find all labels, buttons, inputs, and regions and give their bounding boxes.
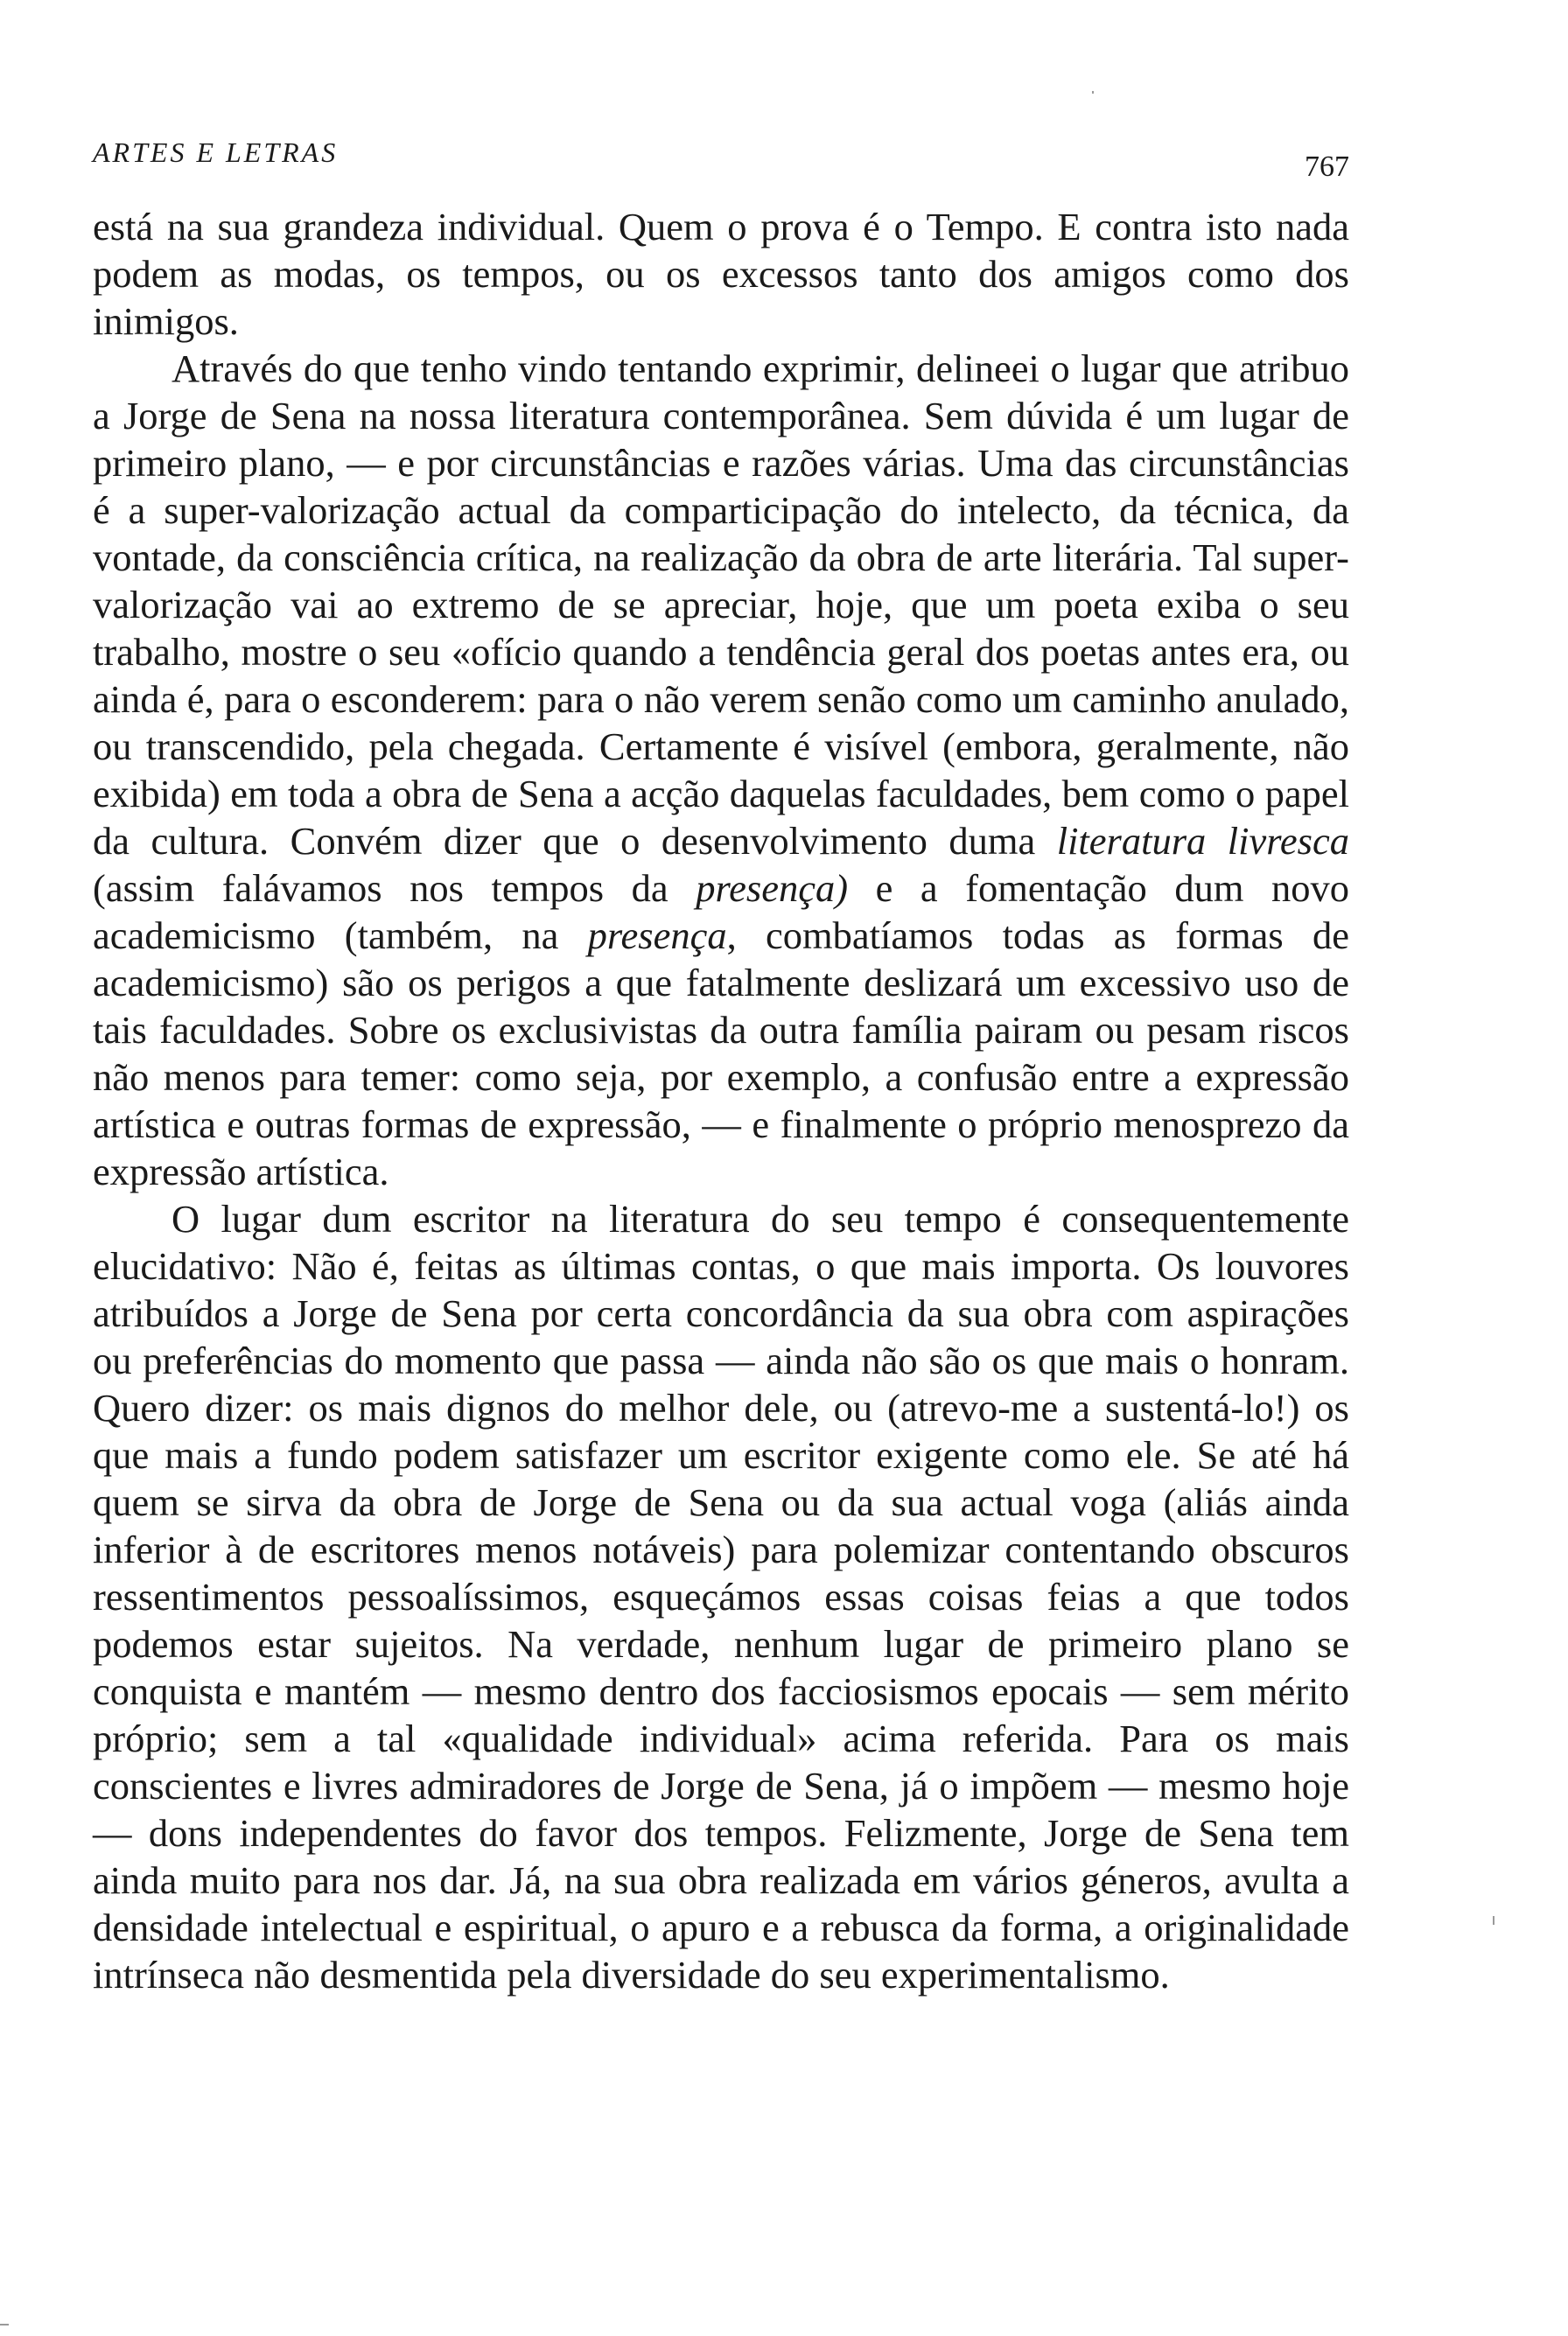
text-run: Através do que tenho vindo tentando exprimir, delineei o lugar que atribuo a Jorge de Sena na nossa literatura contemporânea. Sem dúvida é um lugar de primeiro plano, — e por circunstâncias e razões várias. Uma das circunstâncias é a super-valorização actual da comparticipação do intelecto, da técnica, da vontade, da consciência crítica, na realização da obra de arte literária. Tal super-valorização vai ao extremo de se apreciar, hoje, que um poeta exiba o seu trabalho, mostre o seu «ofício quando a tendência geral dos poetas antes era, ou ainda é, para o esconderem: para o não verem senão como um caminho anulado, ou transcendido, pela chegada. Certamente é visível (embora, geralmente, não exibida) em toda a obra de Sena a acção daquelas faculdades, bem como o papel da cultura. Convém dizer que o desenvolvimento duma xyxy=(93,346,1349,863)
body-text xyxy=(93,203,1349,1998)
page-number: 767 xyxy=(1305,150,1349,183)
running-head: ARTES E LETRAS xyxy=(93,136,339,168)
text-run: , combatíamos todas as formas de academicismo) são os perigos a que fatalmente deslizará um excessivo uso de tais faculdades. Sobre os exclusivistas da outra família pairam ou pesam riscos não menos para temer: como seja, por exemplo, a confusão entre a expressão artística e outras formas de expressão, — e finalmente o próprio menosprezo da expressão artística. xyxy=(93,913,1349,1193)
scan-speck xyxy=(1092,91,1094,94)
page-header xyxy=(93,131,1349,184)
text-run: (assim falávamos nos tempos da xyxy=(93,866,696,910)
paragraph xyxy=(93,203,1349,345)
text-run: O lugar dum escritor na literatura do seu tempo é consequentemente elucidativo: Não é, feitas as últimas contas, o que mais importa. Os louvores atribuídos a Jorge de Sena por certa concordância da sua obra com aspirações ou preferências do momento que passa — ainda não são os que mais o honram. Quero dizer: os mais dignos do melhor dele, ou (atrevo-me a sustentá-lo!) os que mais a fundo podem satisfazer um escritor exigente como ele. Se até há quem se sirva da obra de Jorge de Sena ou da sua actual voga (aliás ainda inferior à de escritores menos notáveis) para polemizar contentando obscuros ressentimentos pessoalíssimos, esqueçámos essas coisas feias a que todos podemos estar sujeitos. Na verdade, nenhum lugar de primeiro plano se conquista e mantém — mesmo dentro dos facciosismos epocais — sem mérito próprio; sem a tal «qualidade individual» acima referida. Para os mais conscientes e livres admiradores de Jorge de Sena, já o impõem — mesmo hoje — dons independentes do favor dos tempos. Felizmente, Jorge de Sena tem ainda muito para nos dar. Já, na sua obra realizada em vários géneros, avulta a densidade intelectual e espiritual, o apuro e a rebusca da forma, a originalidade intrínseca não desmentida pela diversidade do seu experimentalismo. xyxy=(93,1197,1349,1997)
scan-speck xyxy=(0,2324,9,2326)
paragraph xyxy=(93,1195,1349,1998)
text-run: está na sua grandeza individual. Quem o prova é o Tempo. E contra isto nada podem as modas, os tempos, ou os excessos tanto dos amigos como dos inimigos. xyxy=(93,205,1349,343)
text-run: e a fomentação dum novo academicismo (também, na xyxy=(93,866,1349,957)
italic-text: literatura livresca xyxy=(1056,819,1349,863)
italic-text: presença) xyxy=(696,866,849,910)
scan-speck xyxy=(1493,1916,1494,1925)
italic-text: presença xyxy=(587,913,727,957)
paragraph xyxy=(93,345,1349,1195)
